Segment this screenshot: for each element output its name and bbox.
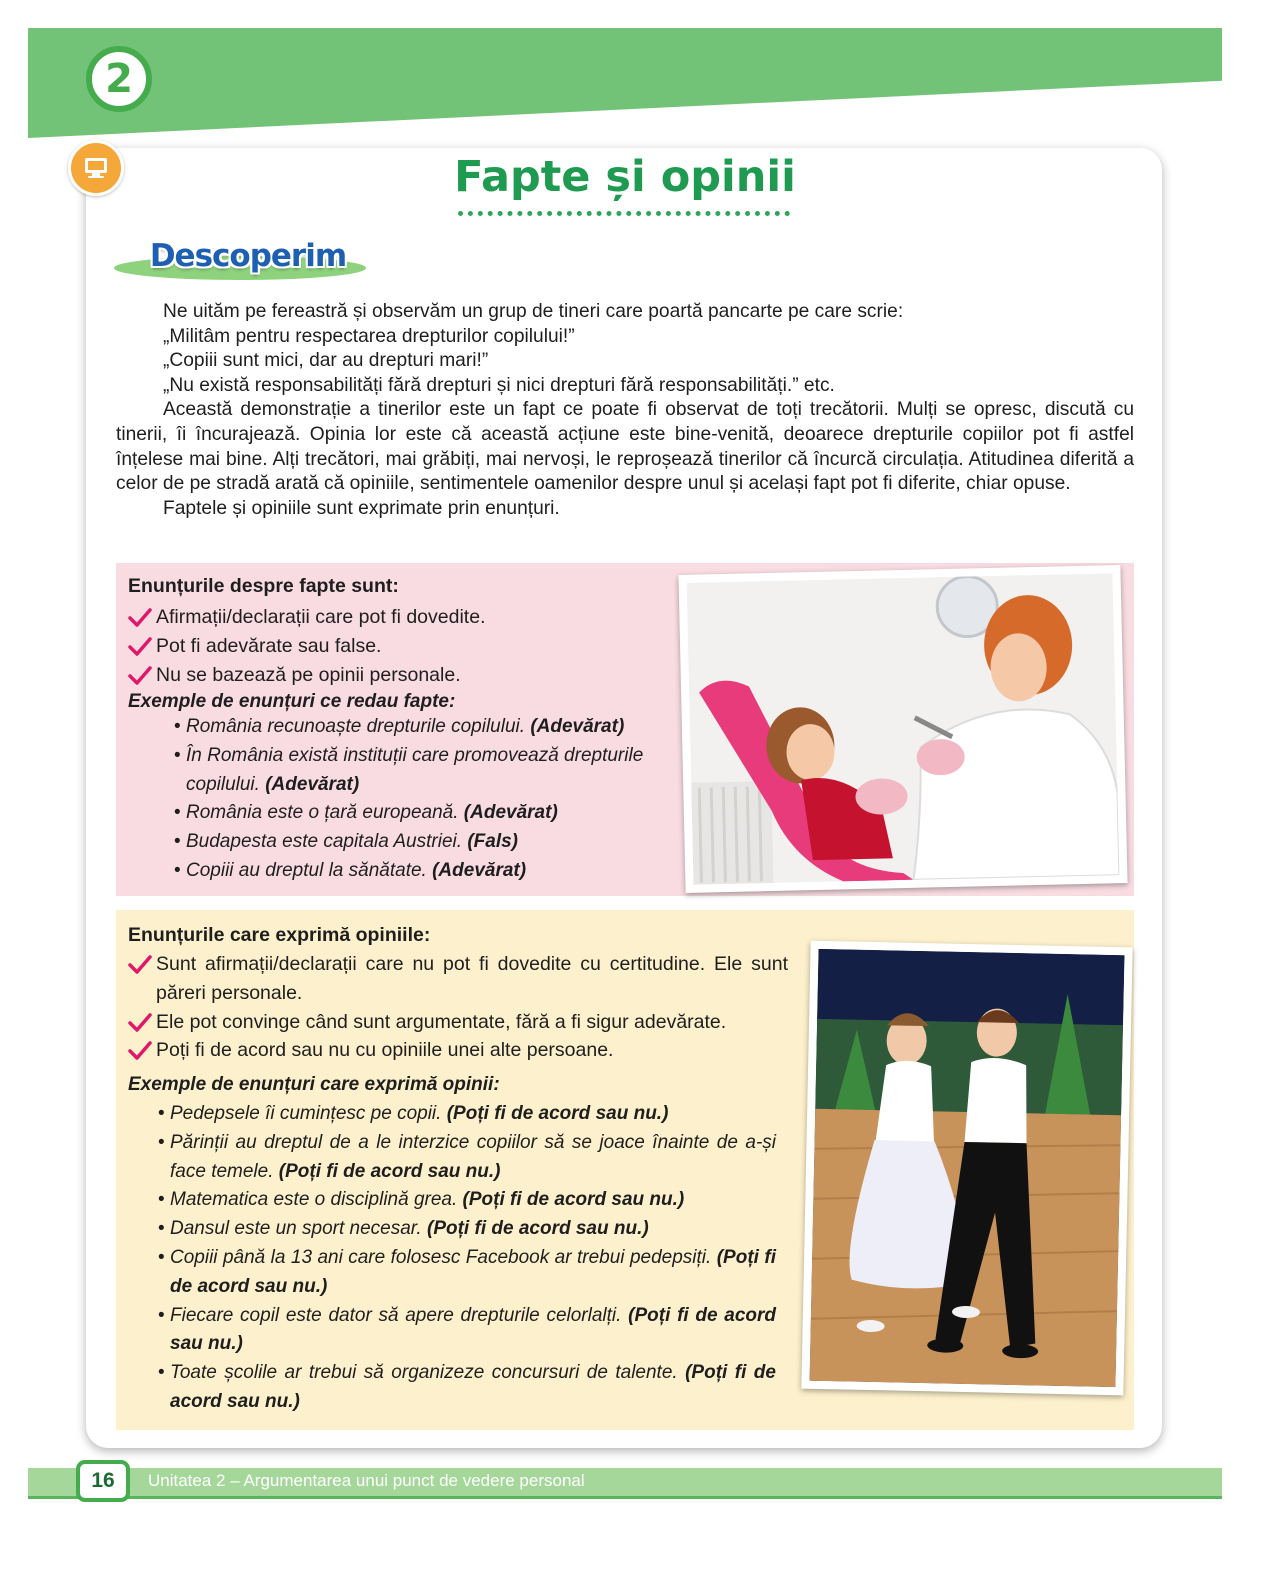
example-text: Copiii până la 13 ani care folosesc Facebook ar trebui pedepsiți. [170,1246,712,1268]
example-text: Budapesta este capitala Austriei. [186,831,463,853]
example-verdict: (Poți fi de acord sau nu.) [427,1218,649,1240]
example-verdict: (Poți fi de acord sau nu.) [170,1304,777,1355]
example-text: Pedepsele îi cumințesc pe copii. [170,1103,442,1124]
unit-number-badge: 2 [86,46,152,112]
intro-paragraph: Această demonstrație a tinerilor este un fapt ce poate fi observat de toți trecătorii. Mulți se opresc, discută cu tinerii, îi încurajează. Opinia lor este că această acțiune este bine-venită, deoarece drepturile copiilor pot fi astfel înțelese mai bine. Alți trecători, mai grăbiți, mai nervoși, le reproșează tinerilor că încurcă circulația. Atitudinea diferită a celor de pe stradă arată că opiniile, sentimentele oamenilor despre unul și același fapt pot fi diferite, chiar opuse. [116,399,1134,495]
example-text: România recunoaște drepturile copilului. [186,716,526,737]
list-item [174,857,676,886]
example-text: Copiii au dreptul la sănătate. [186,859,427,881]
footer-unit-title: Unitatea 2 – Argumentarea unui punct de vedere personal [148,1471,585,1490]
page-title: Fapte și opinii [454,152,796,202]
list-item [174,713,676,742]
top-banner [28,28,1222,138]
example-verdict: (Adevărat) [265,773,360,795]
list-item [158,1359,776,1417]
facts-examples [174,713,676,886]
example-verdict: (Poți fi de acord sau nu.) [446,1103,669,1124]
intro-quote: „Copiii sunt mici, dar au drepturi mari!” [163,350,489,372]
title-dotted-underline [458,211,790,216]
list-item [128,950,788,1008]
example-verdict: (Poți fi de acord sau nu.) [170,1246,776,1297]
facts-heading: Enunțurile despre fapte sunt: [128,575,399,597]
list-item [158,1129,776,1187]
opinions-examples-heading: Exemple de enunțuri care exprimă opinii: [128,1074,500,1095]
checkmark-icon [128,1041,152,1061]
facts-examples-heading: Exemple de enunțuri ce redau fapte: [128,691,456,712]
example-verdict: (Adevărat) [463,802,558,824]
list-item [128,1036,788,1065]
list-item [128,661,688,690]
list-item [158,1186,776,1215]
list-item [174,828,676,857]
opinions-point: Poți fi de acord sau nu cu opiniile unei alte persoane. [156,1039,614,1062]
checkmark-icon [128,1013,152,1033]
example-text: În România există instituții care promovează drepturile copilului. [186,744,644,795]
example-verdict: (Poți fi de acord sau nu.) [278,1160,501,1182]
list-item [174,742,676,800]
list-item [158,1244,776,1302]
checkmark-icon [128,955,152,975]
intro-line: Ne uităm pe fereastră și observăm un grup de tineri care poartă pancarte pe care scrie: [163,301,904,322]
example-text: România este o țară europeană. [186,802,459,824]
example-text: Părinții au dreptul de a le interzice copiilor să se joace înainte de a-și face temele. [170,1131,776,1182]
section-tag-label: Descoperim [149,238,347,274]
list-item [158,1100,776,1129]
opinions-point: Sunt afirmații/declarații care nu pot fi dovedite cu certitudine. Ele sunt păreri personale. [156,953,788,1004]
example-verdict: (Poți fi de acord sau nu.) [462,1189,685,1211]
example-text: Toate școlile ar trebui să organizeze concursuri de talente. [170,1362,678,1384]
list-item [158,1302,776,1360]
facts-points [128,603,688,689]
checkmark-icon [128,637,152,657]
dancers-photo [801,941,1132,1396]
page-number: 16 [76,1460,130,1502]
list-item [128,1008,788,1037]
opinions-heading: Enunțurile care exprimă opiniile: [128,924,431,946]
checkmark-icon [128,608,152,628]
list-item [158,1215,776,1244]
list-item [128,632,688,661]
example-text: Fiecare copil este dator să apere drepturile celorlalți. [170,1304,622,1326]
example-text: Matematica este o disciplină grea. [170,1189,458,1211]
computer-icon [68,140,124,196]
intro-text [116,300,1134,521]
intro-quote: „Militâm pentru respectarea drepturilor copilului!” [163,325,575,347]
facts-point: Pot fi adevărate sau false. [156,634,382,657]
facts-point: Afirmații/declarații care pot fi dovedite. [156,606,486,628]
opinions-examples [158,1100,776,1417]
example-text: Dansul este un sport necesar. [170,1218,422,1240]
section-tag [114,238,366,288]
intro-quote: „Nu există responsabilități fără drepturi și nici drepturi fără responsabilități.” etc. [163,374,835,396]
list-item [174,799,676,828]
dentist-photo [678,565,1127,893]
example-verdict: (Poți fi de acord sau nu.) [170,1362,776,1412]
facts-point: Nu se bazează pe opinii personale. [156,663,461,686]
intro-closing: Faptele și opiniile sunt exprimate prin enunțuri. [163,497,560,519]
opinions-points [128,950,788,1065]
checkmark-icon [128,666,152,686]
opinions-point: Ele pot convinge când sunt argumentate, fără a fi sigur adevărate. [156,1010,727,1033]
example-verdict: (Fals) [467,831,518,853]
list-item [128,603,688,632]
example-verdict: (Adevărat) [530,716,625,737]
example-verdict: (Adevărat) [432,859,527,881]
